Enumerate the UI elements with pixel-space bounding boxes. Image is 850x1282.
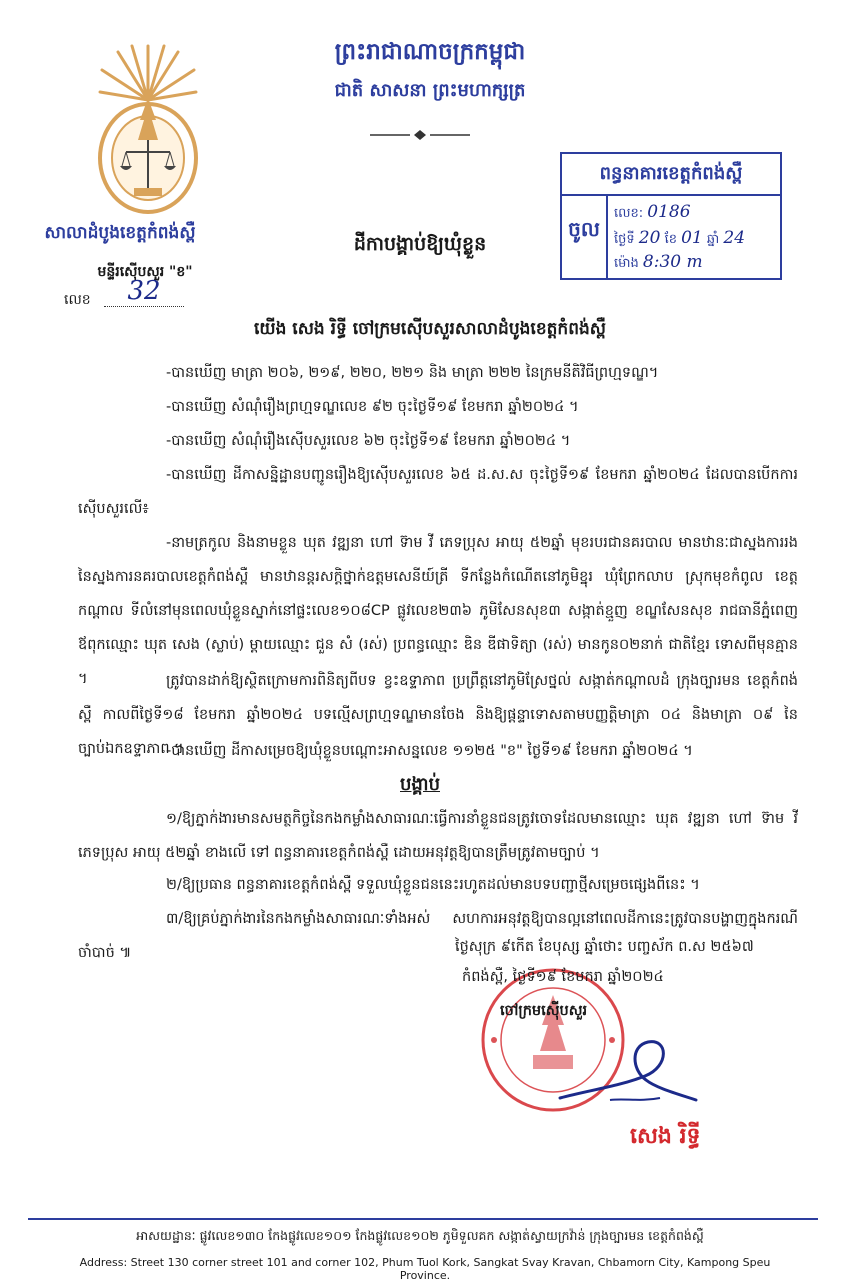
stamp-number-row (614, 202, 691, 224)
stamp-day-value: 20 (638, 228, 661, 248)
stamp-year-label: ឆ្នាំ (706, 232, 720, 247)
footer-divider (28, 1218, 818, 1220)
stamp-number-value: 0186 (647, 202, 691, 222)
order-3: ៣/ឱ្យគ្រប់ភ្នាក់ងារនៃកងកម្លាំងសាធារណៈទាំងអស់ សហការអនុវត្តឱ្យបានល្អនៅពេលដីកានេះត្រូវបានបង្ហាញក្នុងករណីចាំបាច់ ៕ (78, 911, 798, 961)
stamp-title: ពន្ធនាគារខេត្តកំពង់ស្ពឺ (562, 154, 780, 196)
stamp-time-label: ម៉ោង (614, 256, 639, 271)
solar-date: កំពង់ស្ពឺ, ថ្ងៃទី១៩ ខែមករា ឆ្នាំ២០២៤ (462, 969, 664, 985)
stamp-side-label: ចូល (562, 194, 608, 278)
prison-receipt-stamp (560, 152, 782, 280)
stamp-number-label: លេខ: (614, 206, 644, 221)
ornament-divider (370, 129, 470, 141)
stamp-day-label: ថ្ងៃទី (614, 232, 635, 247)
handwritten-signature-icon (550, 1028, 700, 1118)
stamp-month-value: 01 (681, 228, 703, 248)
investigation-office: មន្ទីរស៊ើបសួរ "ខ" (97, 264, 193, 280)
document-number-label: លេខ (64, 292, 91, 308)
document-number-value: 32 (104, 276, 184, 307)
orders-heading: បង្គាប់ (400, 774, 440, 795)
order-1: ១/ឱ្យភ្នាក់ងារមានសមត្ថកិច្ចនៃកងកម្លាំងសាធារណៈធ្វើការនាំខ្លួនជនត្រូវចោទដែលមានឈ្មោះ ឃុត វឌ្ឍនា ហៅ ទ៊ាម វី ភេទប្រុស អាយុ ៥២ឆ្នាំ ខាងលើ ទៅ ពន្ធនាគារខេត្តកំពង់ស្ពឺ ដោយអនុវត្តឱ្យបានត្រឹមត្រូវតាមច្បាប់ ។ (78, 811, 798, 861)
footer-address-khmer: អាសយដ្ឋានៈ ផ្លូវលេខ១៣០ កែងផ្លូវលេខ១០១ កែងផ្លូវលេខ១០២ ភូមិទួលគក សង្កាត់ស្វាយក្រវ៉ាន់ ក្រុងច្បារមន ខេត្តកំពង់ស្ពឺ (136, 1228, 704, 1243)
stamp-time-value: 8:30 m (642, 252, 703, 272)
kingdom-header: ព្រះរាជាណាចក្រកម្ពុជា (334, 39, 526, 65)
document-title: ដីកាបង្គាប់ឱ្យឃុំខ្លួន (353, 233, 487, 255)
recital-7: -បានឃើញ ដីកាសម្រេចឱ្យឃុំខ្លួនបណ្តោះអាសន្នលេខ ១១២៥ "ខ" ថ្ងៃទី១៩ ខែមករា ឆ្នាំ២០២៤ ។ (166, 743, 693, 759)
national-motto: ជាតិ សាសនា ព្រះមហាក្សត្រ (334, 80, 526, 101)
stamp-year-value: 24 (723, 228, 746, 248)
stamp-time-row (614, 252, 703, 274)
court-emblem-icon (96, 40, 200, 218)
order-2: ២/ឱ្យប្រធាន ពន្ធនាគារខេត្តកំពង់ស្ពឺ ទទួលឃុំខ្លួនជននេះរហូតដល់មានបទបញ្ជាថ្មីសម្រេចផ្សេងពីនេះ ។ (166, 877, 700, 893)
stamp-month-label: ខែ (664, 232, 677, 247)
judge-author-line: យើង សេង រិទ្ធី ចៅក្រមស៊ើបសួរសាលាដំបូងខេត្តកំពង់ស្ពឺ (254, 319, 606, 339)
recital-2: -បានឃើញ សំណុំរឿងព្រហ្មទណ្ឌលេខ ៩២ ចុះថ្ងៃទី១៩ ខែមករា ឆ្នាំ២០២៤ ។ (166, 399, 579, 415)
charge-details: ត្រូវបានដាក់ឱ្យស្ថិតក្រោមការពិនិត្យពីបទ ខ្វះឧទ្ទាភាព ប្រព្រឹត្តនៅភូមិស្រែថ្នល់ សង្កាត់កណ្តាលដំ ក្រុងច្បារមន ខេត្តកំពង់ស្ពឺ កាលពីថ្ងៃទី១៨ ខែមករា ឆ្នាំ២០២៤ បទល្មើសព្រហ្មទណ្ឌមានចែង និងឱ្យផ្តន្ទាទោសតាមបញ្ញត្តិមាត្រា ០៤ និងមាត្រា ០៩ នៃច្បាប់ឯកឧទ្ទាភាព ។ (78, 673, 798, 757)
recital-4: -បានឃើញ ដីកាសន្និដ្ឋានបញ្ជូនរឿងឱ្យស៊ើបសួរលេខ ៦៥ ដ.ស.ស ចុះថ្ងៃទី១៩ ខែមករា ឆ្នាំ២០២៤ ដែលបានបើកការស៊ើបសួរលើ៖ (78, 467, 798, 517)
recital-1: -បានឃើញ មាត្រា ២០៦, ២១៩, ២២០, ២២១ និង មាត្រា ២២២ នៃក្រមនីតិវិធីព្រហ្មទណ្ឌ។ (166, 365, 659, 381)
accused-details: -នាមត្រកូល និងនាមខ្លួន ឃុត វឌ្ឍនា ហៅ ទ៊ាម វី ភេទប្រុស អាយុ ៥២ឆ្នាំ មុខរបរជានគរបាល មានឋានៈជាស្នងការរង នៃស្នងការនគរបាលខេត្តកំពង់ស្ពឺ មានឋានន្តរសក្តិថ្នាក់ឧត្តមសេនីយ៍ត្រី ទីកន្លែងកំណើតនៅភូមិខ្នុរ ឃុំព្រែកលាប ស្រុកមុខកំពូល ខេត្តកណ្តាល ទីលំនៅមុនពេលឃុំខ្លួនស្នាក់នៅផ្ទះលេខ១០៨CP ផ្លូវលេខ២៣៦ ភូមិសែនសុខ៣ សង្កាត់ខ្មួញ ខណ្ឌសែនសុខ រាជធានីភ្នំពេញ ឪពុកឈ្មោះ ឃុត សេង (ស្លាប់) ម្តាយឈ្មោះ ជួន សំ (រស់) ប្រពន្ធឈ្មោះ ឌិន ឌីផាទិត្យា (រស់) មានកូន០២នាក់ ជាតិខ្មែរ ទោសពីមុនគ្មាន ។ (78, 535, 798, 687)
signer-name: សេង រិទ្ធី (630, 1124, 701, 1149)
lunar-date: ថ្ងៃសុក្រ ៩កើត ខែបុស្ស ឆ្នាំថោះ បញ្ចស័ក ព.ស ២៥៦៧ (455, 939, 754, 955)
footer-address-english: Address: Street 130 corner street 101 and corner 102, Phum Tuol Kork, Sangkat Svay Kravan, Chbamorn City, Kampong Speu Province. (79, 1256, 771, 1282)
recital-3: -បានឃើញ សំណុំរឿងស៊ើបសួរលេខ ៦២ ចុះថ្ងៃទី១៩ ខែមករា ឆ្នាំ២០២៤ ។ (166, 433, 571, 449)
stamp-date-row (614, 228, 745, 250)
signer-title: ចៅក្រមស៊ើបសួរ (500, 1003, 588, 1019)
court-name: សាលាដំបូងខេត្តកំពង់ស្ពឺ (44, 223, 196, 243)
